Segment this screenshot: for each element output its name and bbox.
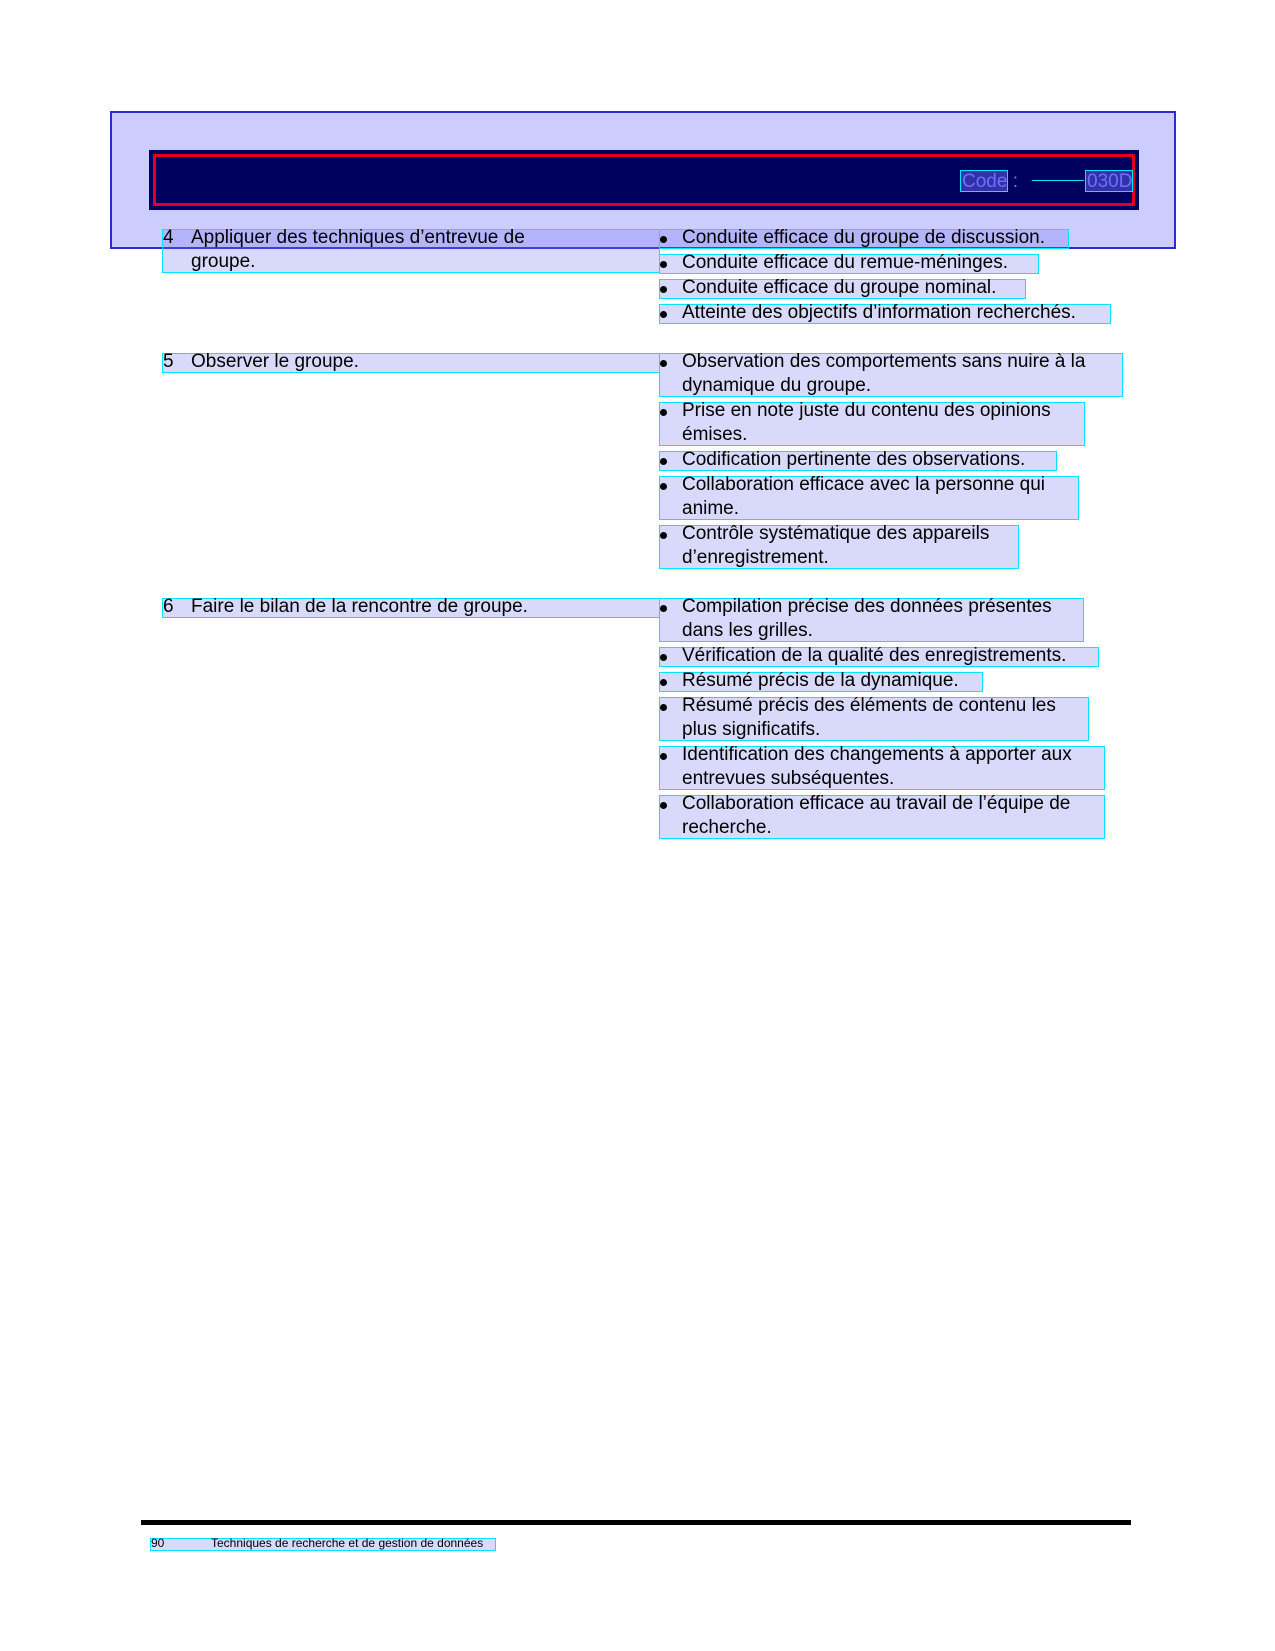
bullet-icon — [660, 654, 667, 661]
element-5-title: Observer le groupe. — [191, 351, 359, 372]
bullet-icon — [660, 236, 667, 243]
criterion-text-cont: dans les grilles. — [682, 620, 813, 641]
criterion-text: Collaboration efficace au travail de l’équipe de — [682, 793, 1071, 814]
element-4-title-line2: groupe. — [191, 251, 256, 272]
criterion-text-cont: plus significatifs. — [682, 719, 821, 740]
code-value: 030D — [1087, 171, 1133, 192]
bullet-icon — [660, 360, 667, 367]
criterion-text: Conduite efficace du remue-méninges. — [682, 252, 1009, 273]
criterion-text-cont: recherche. — [682, 817, 772, 838]
bullet-icon — [660, 704, 667, 711]
element-4-number: 4 — [163, 227, 174, 248]
bullet-icon — [660, 458, 667, 465]
criterion-text: Résumé précis de la dynamique. — [682, 670, 959, 691]
bullet-icon — [660, 286, 667, 293]
criterion-text: Codification pertinente des observations. — [682, 449, 1026, 470]
bullet-icon — [660, 409, 667, 416]
criterion-text-cont: entrevues subséquentes. — [682, 768, 895, 789]
footer-rule — [141, 1520, 1131, 1525]
criterion-text-cont: d’enregistrement. — [682, 547, 829, 568]
criterion-text: Vérification de la qualité des enregistrements. — [682, 645, 1067, 666]
criterion-text: Atteinte des objectifs d’information recherchés. — [682, 302, 1076, 323]
criterion-text: Conduite efficace du groupe nominal. — [682, 277, 997, 298]
footer-page-number: 90 — [151, 1536, 165, 1550]
bullet-icon — [660, 261, 667, 268]
criterion-text: Conduite efficace du groupe de discussion. — [682, 227, 1046, 248]
criterion-text-cont: dynamique du groupe. — [682, 375, 872, 396]
criterion-text: Compilation précise des données présentes — [682, 596, 1052, 617]
criterion-text-cont: émises. — [682, 424, 748, 445]
bullet-icon — [660, 605, 667, 612]
criterion-text: Identification des changements à apporter aux — [682, 744, 1072, 765]
element-5-number: 5 — [163, 351, 174, 372]
bullet-icon — [660, 483, 667, 490]
criterion-text: Prise en note juste du contenu des opinions — [682, 400, 1051, 421]
footer-title: Techniques de recherche et de gestion de données — [211, 1536, 484, 1550]
code-label: Code : — [962, 171, 1018, 192]
criterion-text: Collaboration efficace avec la personne qui — [682, 474, 1045, 495]
bullet-icon — [660, 679, 667, 686]
element-6-number: 6 — [163, 596, 174, 617]
bullet-icon — [660, 532, 667, 539]
criterion-text: Observation des comportements sans nuire à la — [682, 351, 1086, 372]
criterion-text: Contrôle systématique des appareils — [682, 523, 990, 544]
criterion-text: Résumé précis des éléments de contenu les — [682, 695, 1056, 716]
bullet-icon — [660, 802, 667, 809]
criterion-text-cont: anime. — [682, 498, 740, 519]
bullet-icon — [660, 753, 667, 760]
bullet-icon — [660, 311, 667, 318]
element-4-title-line1: Appliquer des techniques d’entrevue de — [191, 227, 525, 248]
element-6-title: Faire le bilan de la rencontre de groupe. — [191, 596, 528, 617]
code-separator — [1032, 180, 1084, 181]
